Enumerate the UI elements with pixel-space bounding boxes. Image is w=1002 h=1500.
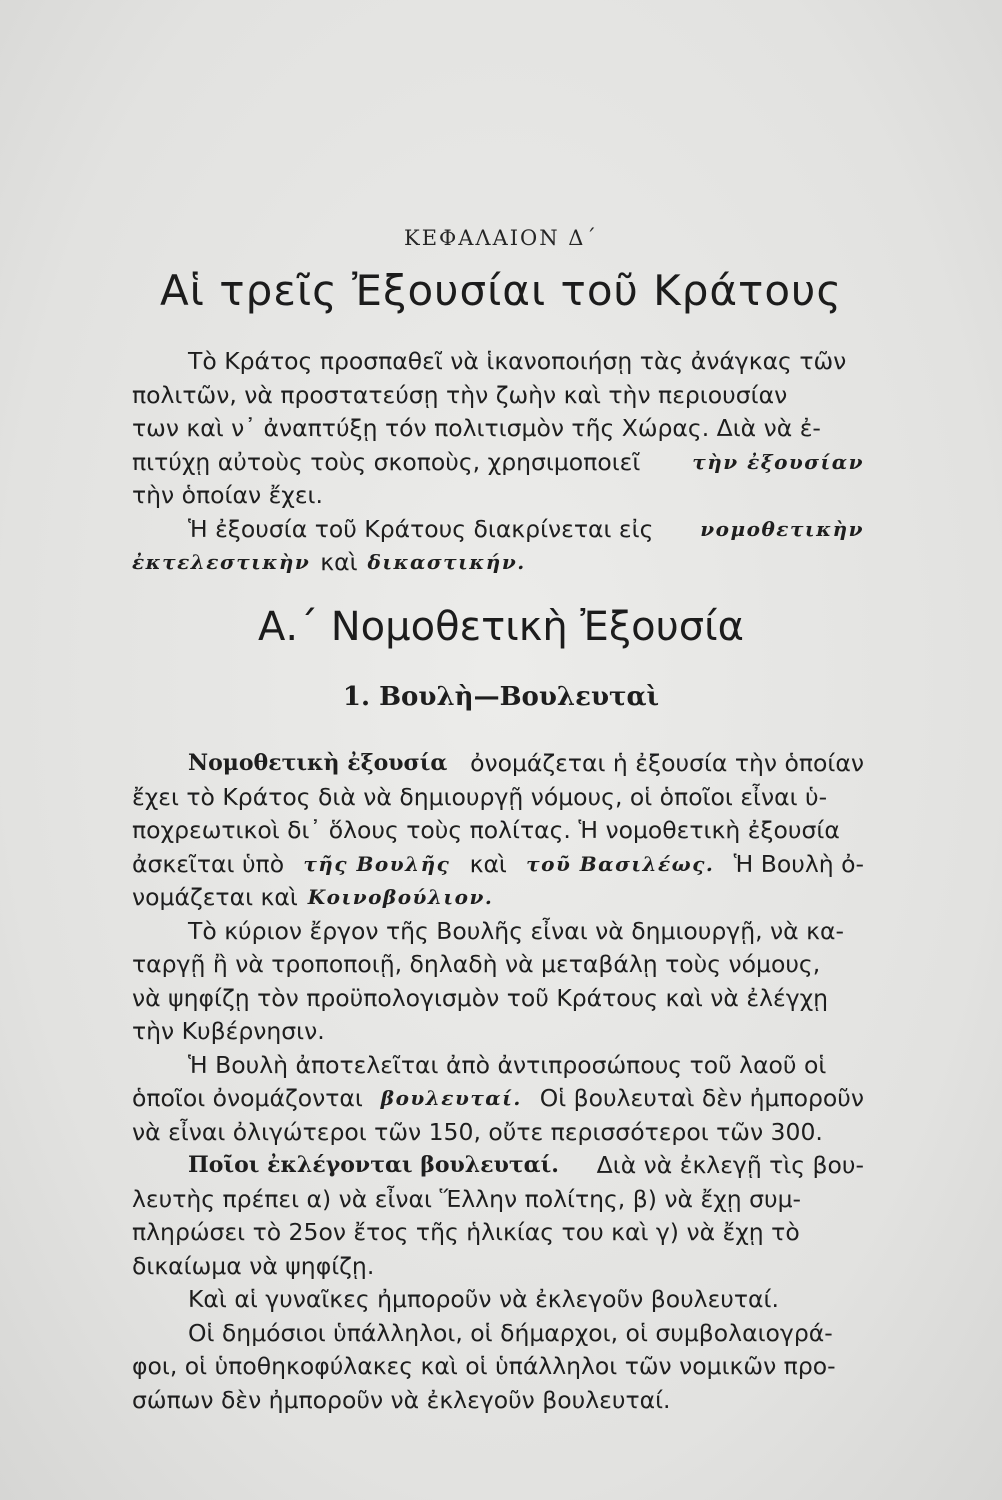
text-line-content: νὰ ψηφίζῃ τὸν προϋπολογισμὸν τοῦ Κράτους καὶ νὰ ἐλέγχῃ (132, 983, 829, 1012)
text-line (132, 881, 864, 915)
text-line-content: Ἡ Βουλὴ ὀ- (733, 849, 864, 878)
text-line-content: τὴν ὁποίαν ἔχει. (132, 481, 323, 509)
text-line-content: πληρώσει τὸ 25ον ἔτος τῆς ἡλικίας του καὶ γ) νὰ ἔχῃ τὸ (132, 1218, 800, 1246)
text-line-content: των καὶ ν᾽ ἀναπτύξῃ τόν πολιτισμὸν τῆς Χώρας. Διὰ νὰ ἐ- (132, 414, 821, 442)
text-line (132, 1183, 864, 1217)
chapter-title: Αἱ τρεῖς Ἐξουσίαι τοῦ Κράτους (160, 266, 842, 315)
text-line-content: νὰ εἶναι ὀλιγώτεροι τῶν 150, οὔτε περισσότεροι τῶν 300. (132, 1117, 823, 1146)
intro-text (132, 345, 864, 580)
emphasized-term: τοῦ Βασιλέως. (526, 851, 715, 876)
text-line-content: ταργῇ ἢ νὰ τροποποιῇ, δηλαδὴ νὰ μεταβάλῃ τοὺς νόμους, (132, 950, 821, 978)
bold-term: Ποῖοι ἐκλέγονται βουλευταί. (188, 1152, 559, 1178)
text-line-content: Ἡ Βουλὴ ἀποτελεῖται ἀπὸ ἀντιπροσώπους τοῦ λαοῦ οἱ (188, 1050, 827, 1079)
section-title: Α.΄ Νομοθετικὴ Ἐξουσία (257, 604, 745, 650)
text-line (132, 1250, 864, 1284)
text-line-content: ἀσκεῖται ὑπὸ (132, 849, 285, 878)
text-line (132, 1116, 864, 1150)
text-line (132, 1082, 864, 1116)
text-line-content: καὶ (469, 849, 507, 878)
text-line (132, 781, 864, 815)
text-line (132, 1283, 864, 1317)
text-line (132, 546, 864, 580)
text-line-content: λευτὴς πρέπει α) νὰ εἶναι Ἕλλην πολίτης, β) νὰ ἔχῃ συμ- (132, 1184, 802, 1213)
text-line (132, 1350, 864, 1384)
text-line (132, 412, 864, 446)
text-line-content: Οἱ βουλευταὶ δὲν ἠμποροῦν (539, 1084, 864, 1112)
text-line (132, 513, 864, 547)
text-line-content: ὀνομάζεται ἡ ἐξουσία τὴν ὁποίαν (470, 749, 864, 777)
text-line (132, 1149, 864, 1183)
text-line (132, 948, 864, 982)
text-line-content: ποχρεωτικοὶ δι᾽ ὅλους τοὺς πολίτας. Ἡ νομοθετικὴ ἐξουσία (132, 816, 840, 844)
text-line-content: φοι, οἱ ὑποθηκοφύλακες καὶ οἱ ὑπάλληλοι τῶν νομικῶν προ- (132, 1352, 836, 1380)
text-line-content: σώπων δὲν ἠμποροῦν νὰ ἐκλεγοῦν βουλευταί. (132, 1385, 671, 1414)
text-line (132, 345, 864, 379)
text-line-content: Τὸ Κράτος προσπαθεῖ νὰ ἱκανοποιήσῃ τὰς ἀνάγκας τῶν (188, 347, 847, 375)
body-text (132, 747, 864, 1417)
subsection-title: 1. Βουλὴ—Βουλευταὶ (342, 682, 660, 712)
text-line (132, 1049, 864, 1083)
text-line (132, 479, 864, 513)
text-line-content: Ἡ ἐξουσία τοῦ Κράτους διακρίνεται εἰς (188, 514, 654, 543)
text-line-content: νομάζεται καὶ (132, 883, 298, 911)
text-line (132, 848, 864, 882)
text-line-content: ὁποῖοι ὀνομάζονται (132, 1084, 363, 1112)
text-line-content: Καὶ αἱ γυναῖκες ἠμποροῦν νὰ ἐκλεγοῦν βουλευταί. (188, 1285, 779, 1313)
text-line-content: καὶ (320, 548, 358, 576)
text-line (132, 982, 864, 1016)
text-line-content: ἔχει τὸ Κράτος διὰ νὰ δημιουργῇ νόμους, οἱ ὁποῖοι εἶναι ὑ- (132, 782, 828, 811)
emphasized-term: βουλευταί. (380, 1086, 522, 1110)
text-line (132, 379, 864, 413)
text-line (132, 915, 864, 949)
text-line-content: Διὰ νὰ ἐκλεγῇ τὶς βου- (596, 1151, 864, 1179)
chapter-label: ΚΕΦΑΛΑΙΟΝ Δ΄ (404, 226, 598, 250)
text-line-content: Οἱ δημόσιοι ὑπάλληλοι, οἱ δήμαρχοι, οἱ συμβολαιογρά- (188, 1318, 833, 1347)
text-line (132, 1216, 864, 1250)
emphasized-term: νομοθετικὴν (700, 516, 864, 541)
text-line (132, 814, 864, 848)
emphasized-term: δικαστικήν. (367, 550, 526, 574)
text-line-content: Τὸ κύριον ἔργον τῆς Βουλῆς εἶναι νὰ δημιουργῇ, νὰ κα- (188, 916, 844, 945)
emphasized-term: τὴν ἐξουσίαν (692, 449, 864, 474)
text-line-content: πιτύχῃ αὐτοὺς τοὺς σκοποὺς, χρησιμοποιεῖ (132, 447, 641, 476)
text-line (132, 446, 864, 480)
emphasized-term: τῆς Βουλῆς (303, 851, 451, 876)
text-line-content: πολιτῶν, νὰ προστατεύσῃ τὴν ζωὴν καὶ τὴν περιουσίαν (132, 380, 788, 409)
text-line-content: δικαίωμα νὰ ψηφίζῃ. (132, 1251, 375, 1280)
text-line (132, 1317, 864, 1351)
emphasized-term: Κοινοβούλιον. (307, 885, 494, 909)
text-line (132, 747, 864, 781)
bold-term: Νομοθετικὴ ἐξουσία (188, 750, 448, 776)
emphasized-term: ἐκτελεστικὴν (132, 550, 311, 574)
text-line-content: τὴν Κυβέρνησιν. (132, 1017, 325, 1045)
text-line (132, 1015, 864, 1049)
text-line (132, 1384, 864, 1418)
